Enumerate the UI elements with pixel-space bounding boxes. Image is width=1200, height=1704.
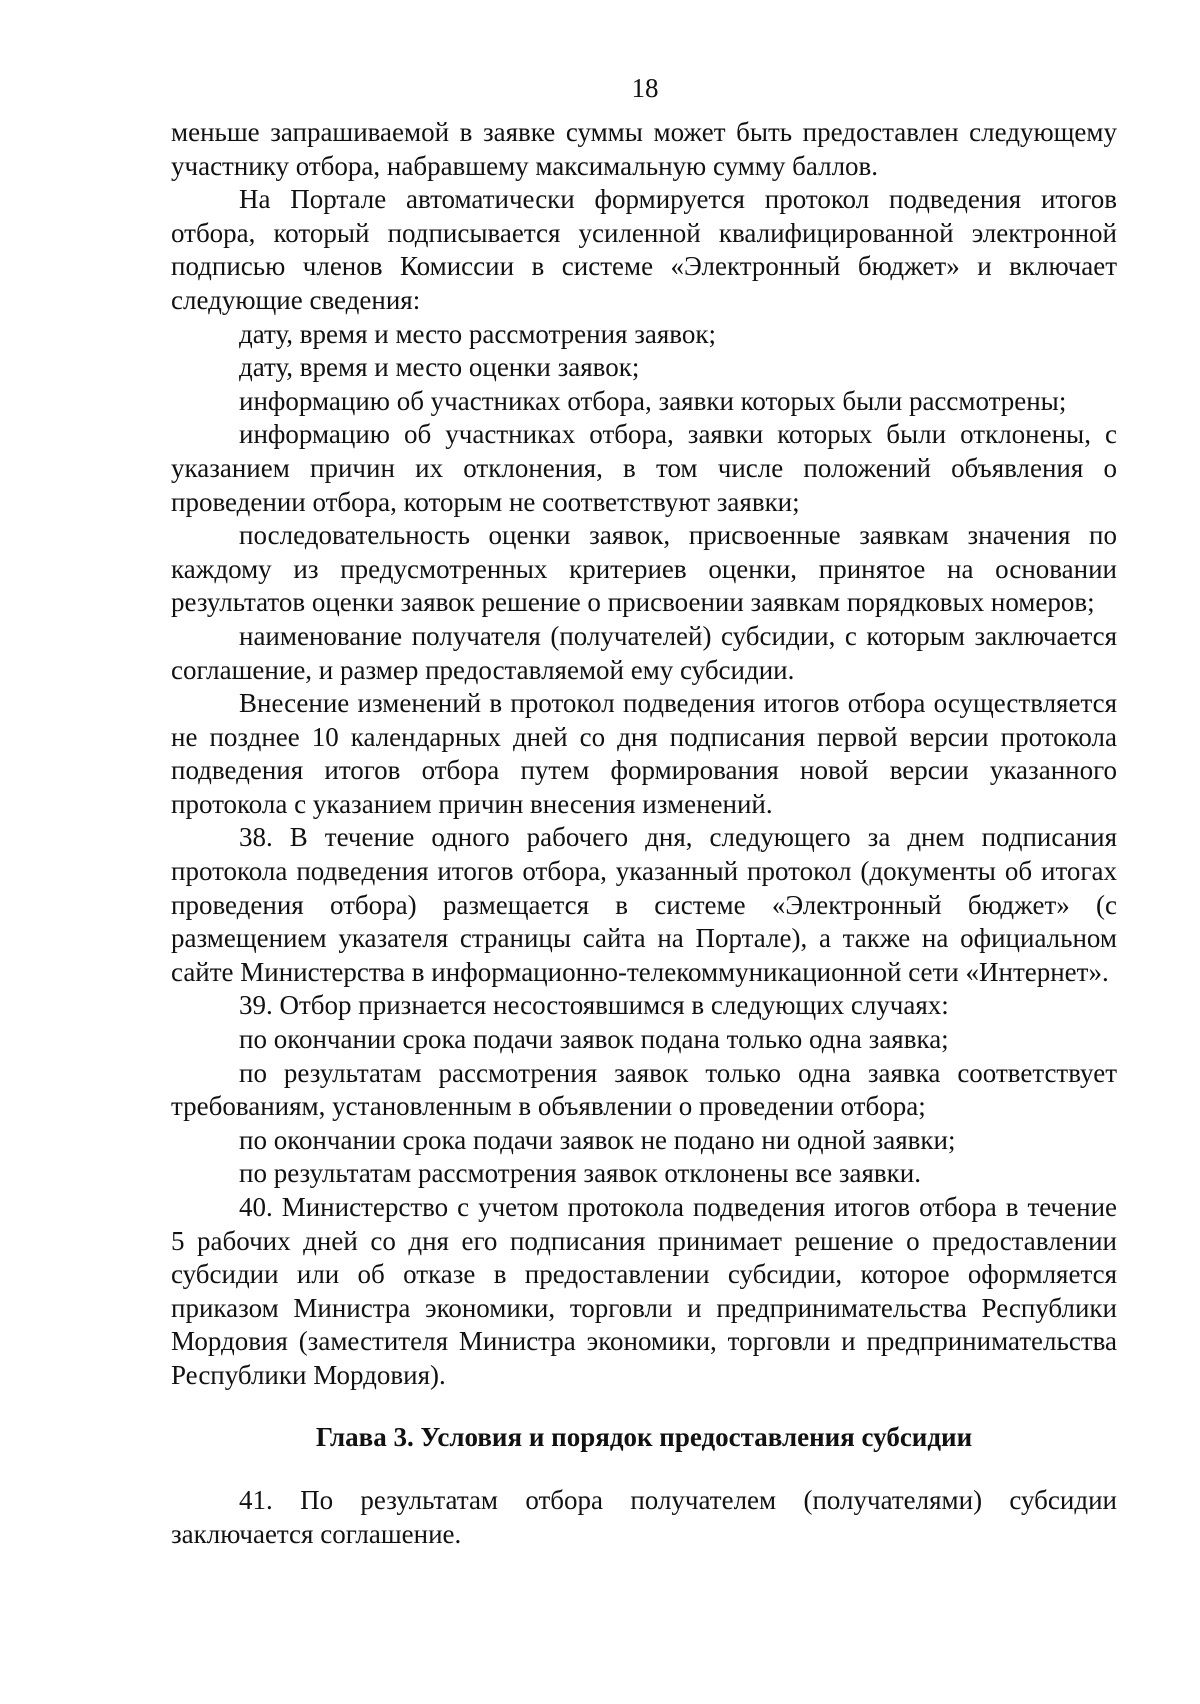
list-item: наименование получателя (получателей) субсидии, с которым заключается соглашение, и размер предоставляемой ему субсидии. <box>171 620 1117 685</box>
list-item: дату, время и место оценки заявок; <box>239 352 640 383</box>
page-number: 18 <box>631 73 659 103</box>
list-item: по окончании срока подачи заявок не подано ни одной заявки; <box>239 1124 956 1155</box>
paragraph-39: 39. Отбор признается несостоявшимся в следующих случаях: <box>239 990 949 1021</box>
paragraph-41: 41. По результатам отбора получателем (получателями) субсидии заключается соглашение. <box>171 1485 1117 1549</box>
paragraph-40: 40. Министерство с учетом протокола подведения итогов отбора в течение 5 рабочих дней со дня его подписания принимает решение о предоставлении субсидии или об отказе в предоставлении субсидии, которое оформляется приказом Министра экономики, торговли и предпринимательства Республики Мордовия (заместителя Министра экономики, торговли и предпринимательства Республики Мордовия). <box>171 1192 1117 1390</box>
chapter-heading: Глава 3. Условия и порядок предоставления субсидии <box>315 1421 973 1452</box>
list-item: по результатам рассмотрения заявок отклонены все заявки. <box>239 1158 921 1189</box>
list-item: по результатам рассмотрения заявок только одна заявка соответствует требованиям, установленным в объявлении о проведении отбора; <box>171 1057 1117 1122</box>
list-item: по окончании срока подачи заявок подана только одна заявка; <box>239 1024 949 1055</box>
list-item: последовательность оценки заявок, присвоенные заявкам значения по каждому из предусмотренных критериев оценки, принятое на основании результатов оценки заявок решение о присвоении заявкам порядковых номеров; <box>171 520 1117 618</box>
paragraph-38: 38. В течение одного рабочего дня, следующего за днем подписания протокола подведения итогов отбора, указанный протокол (документы об итогах проведения отбора) размещается в системе «Электронный бюджет» (с размещением указателя страницы сайта на Портале), а также на официальном сайте Министерства в информационно-телекоммуникационной сети «Интернет». <box>171 822 1117 987</box>
list-item: информацию об участниках отбора, заявки которых были отклонены, с указанием причин их отклонения, в том числе положений объявления о проведении отбора, которым не соответствуют заявки; <box>171 419 1117 517</box>
list-item: информацию об участниках отбора, заявки которых были рассмотрены; <box>239 385 1067 416</box>
list-item: дату, время и место рассмотрения заявок; <box>239 318 716 349</box>
paragraph-protocol-intro: На Портале автоматически формируется протокол подведения итогов отбора, который подписывается усиленной квалифицированной электронной подписью членов Комиссии в системе «Электронный бюджет» и включает следующие сведения: <box>171 184 1117 315</box>
paragraph-protocol-changes: Внесение изменений в протокол подведения итогов отбора осуществляется не позднее 10 календарных дней со дня подписания первой версии протокола подведения итогов отбора путем формирования новой версии указанного протокола с указанием причин внесения изменений. <box>171 688 1117 819</box>
document-body <box>171 116 1117 1551</box>
paragraph-continuation: меньше запрашиваемой в заявке суммы может быть предоставлен следующему участнику отбора, набравшему максимальную сумму баллов. <box>171 117 1117 181</box>
